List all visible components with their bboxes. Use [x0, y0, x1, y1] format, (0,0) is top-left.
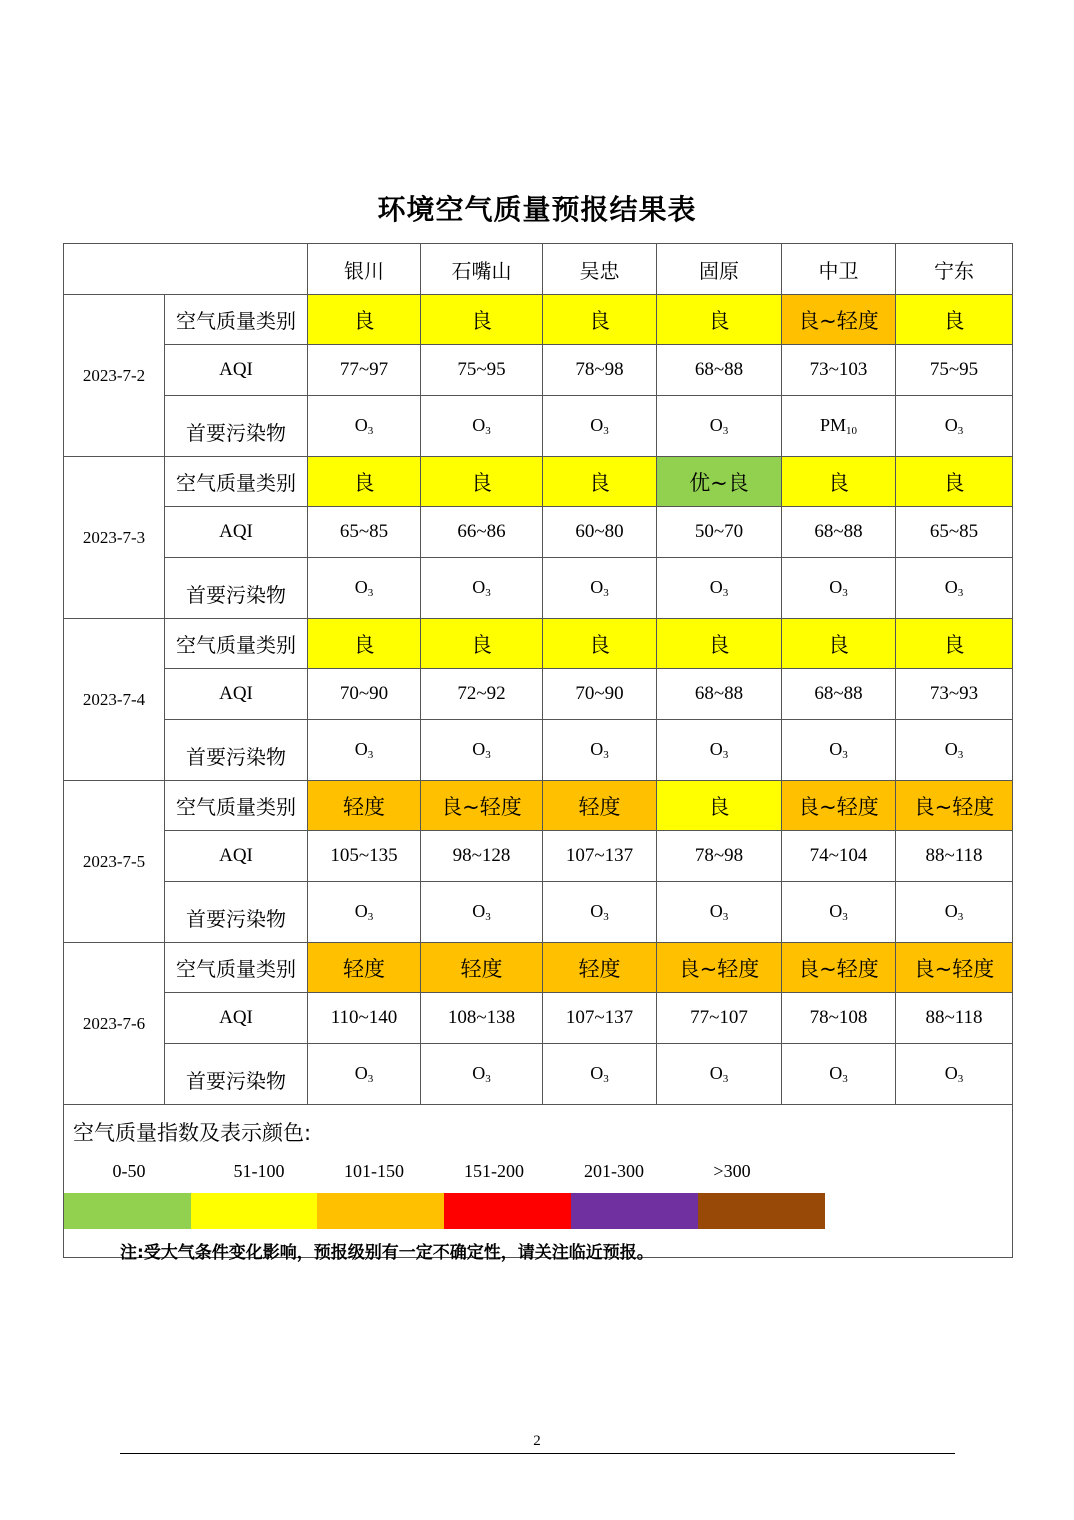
aqi-cell: 108~138 [421, 993, 543, 1044]
pollutant-name: O [472, 739, 486, 759]
category-cell: 良~轻度 [782, 781, 896, 831]
pollutant-subscript: 3 [957, 425, 964, 437]
aqi-cell: 98~128 [421, 831, 543, 882]
pollutant-subscript: 10 [846, 425, 857, 437]
pollutant-cell [657, 720, 782, 781]
pollutant-name: O [709, 901, 723, 921]
category-cell: 良 [543, 295, 657, 345]
category-cell: 良 [896, 457, 1013, 507]
pollutant-subscript: 3 [842, 749, 848, 761]
category-cell: 良 [657, 781, 782, 831]
legend-range-label: >300 [713, 1161, 751, 1181]
date-cell: 2023-7-3 [64, 457, 165, 619]
aqi-row [64, 993, 1013, 1044]
aqi-cell: 77~97 [308, 345, 421, 396]
pollutant-subscript: 3 [722, 425, 729, 437]
pollutant-name: O [354, 901, 368, 921]
pollutant-name: O [354, 415, 368, 435]
aqi-cell: 78~98 [543, 345, 657, 396]
category-row [64, 295, 1013, 345]
pollutant-subscript: 3 [722, 1073, 729, 1085]
aqi-cell: 110~140 [308, 993, 421, 1044]
legend-color-swatch [191, 1193, 318, 1229]
pollutant-cell [421, 396, 543, 457]
row-label-category: 空气质量类别 [165, 295, 308, 345]
category-cell: 良 [308, 457, 421, 507]
aqi-cell: 107~137 [543, 831, 657, 882]
pollutant-cell [657, 558, 782, 619]
pollutant-cell [543, 558, 657, 619]
pollutant-row [64, 882, 1013, 943]
pollutant-name: O [944, 577, 958, 597]
aqi-cell: 68~88 [657, 345, 782, 396]
pollutant-cell [308, 396, 421, 457]
pollutant-cell [896, 1044, 1013, 1105]
aqi-cell: 65~85 [308, 507, 421, 558]
pollutant-cell [896, 882, 1013, 943]
row-label-category: 空气质量类别 [165, 943, 308, 993]
category-cell: 良 [543, 619, 657, 669]
footer-divider [120, 1453, 955, 1454]
legend-range-label: 201-300 [584, 1161, 644, 1181]
category-cell: 良~轻度 [896, 943, 1013, 993]
category-cell: 良~轻度 [782, 943, 896, 993]
footnote: 注:受大气条件变化影响，预报级别有一定不确定性，请关注临近预报。 [120, 1243, 654, 1263]
pollutant-subscript: 3 [722, 749, 729, 761]
category-cell: 轻度 [543, 943, 657, 993]
pollutant-row [64, 1044, 1013, 1105]
pollutant-cell [543, 396, 657, 457]
aqi-cell: 88~118 [896, 831, 1013, 882]
pollutant-name: O [354, 1063, 368, 1083]
city-header: 石嘴山 [421, 244, 543, 295]
category-cell: 轻度 [421, 943, 543, 993]
legend-color-swatch [317, 1193, 444, 1229]
row-label-category: 空气质量类别 [165, 781, 308, 831]
pollutant-cell [657, 396, 782, 457]
aqi-cell: 107~137 [543, 993, 657, 1044]
category-cell: 良 [421, 619, 543, 669]
pollutant-cell [421, 720, 543, 781]
pollutant-cell [657, 882, 782, 943]
date-cell: 2023-7-5 [64, 781, 165, 943]
row-label-pollutant: 首要污染物 [165, 1044, 308, 1105]
pollutant-subscript: 3 [842, 1073, 848, 1085]
category-row [64, 457, 1013, 507]
pollutant-row [64, 720, 1013, 781]
pollutant-name: O [709, 739, 723, 759]
category-cell: 良 [657, 295, 782, 345]
category-cell: 良 [657, 619, 782, 669]
aqi-cell: 72~92 [421, 669, 543, 720]
row-label-aqi: AQI [165, 669, 308, 720]
aqi-cell: 74~104 [782, 831, 896, 882]
row-label-category: 空气质量类别 [165, 619, 308, 669]
category-cell: 优~良 [657, 457, 782, 507]
category-cell: 良 [782, 457, 896, 507]
aqi-cell: 75~95 [896, 345, 1013, 396]
row-label-aqi: AQI [165, 993, 308, 1044]
category-row [64, 781, 1013, 831]
pollutant-name: O [829, 577, 843, 597]
aqi-cell: 78~98 [657, 831, 782, 882]
pollutant-subscript: 3 [485, 749, 491, 761]
city-header: 固原 [657, 244, 782, 295]
city-header: 银川 [308, 244, 421, 295]
pollutant-cell [543, 882, 657, 943]
row-label-aqi: AQI [165, 507, 308, 558]
aqi-cell: 68~88 [782, 507, 896, 558]
legend-color-swatch [571, 1193, 698, 1229]
category-cell: 良~轻度 [896, 781, 1013, 831]
pollutant-cell [308, 1044, 421, 1105]
category-cell: 良 [896, 619, 1013, 669]
pollutant-name: O [829, 1063, 843, 1083]
row-label-pollutant: 首要污染物 [165, 558, 308, 619]
legend-title: 空气质量指数及表示颜色: [73, 1121, 312, 1145]
pollutant-subscript: 3 [603, 425, 609, 437]
aqi-row [64, 831, 1013, 882]
category-cell: 轻度 [308, 943, 421, 993]
category-row [64, 943, 1013, 993]
legend-row [64, 1105, 1013, 1258]
pollutant-subscript: 3 [722, 587, 729, 599]
pollutant-name: O [354, 577, 368, 597]
pollutant-name: PM [819, 415, 846, 435]
aqi-row [64, 507, 1013, 558]
category-cell: 良 [896, 295, 1013, 345]
category-cell: 良 [543, 457, 657, 507]
page-number: 2 [533, 1433, 541, 1449]
legend-range-label: 0-50 [112, 1161, 146, 1181]
legend-color-swatch [64, 1193, 191, 1229]
pollutant-cell [782, 558, 896, 619]
pollutant-subscript: 3 [485, 587, 491, 599]
page-title: 环境空气质量预报结果表 [377, 193, 697, 226]
aqi-cell: 60~80 [543, 507, 657, 558]
pollutant-cell [896, 558, 1013, 619]
row-label-category: 空气质量类别 [165, 457, 308, 507]
pollutant-row [64, 396, 1013, 457]
row-label-aqi: AQI [165, 831, 308, 882]
pollutant-name: O [354, 739, 368, 759]
pollutant-subscript: 3 [957, 587, 964, 599]
pollutant-name: O [944, 1063, 958, 1083]
header-row [64, 244, 1013, 295]
pollutant-name: O [944, 739, 958, 759]
pollutant-subscript: 3 [722, 911, 729, 923]
pollutant-name: O [590, 1063, 604, 1083]
pollutant-subscript: 3 [603, 749, 609, 761]
aqi-row [64, 669, 1013, 720]
legend-color-swatch [444, 1193, 571, 1229]
category-cell: 良 [421, 457, 543, 507]
aqi-cell: 75~95 [421, 345, 543, 396]
category-cell: 良~轻度 [657, 943, 782, 993]
pollutant-subscript: 3 [603, 587, 609, 599]
aqi-row [64, 345, 1013, 396]
pollutant-name: O [472, 577, 486, 597]
pollutant-subscript: 3 [367, 587, 374, 599]
pollutant-name: O [944, 415, 958, 435]
aqi-cell: 88~118 [896, 993, 1013, 1044]
category-cell: 轻度 [543, 781, 657, 831]
pollutant-cell [308, 720, 421, 781]
pollutant-name: O [829, 901, 843, 921]
aqi-cell: 105~135 [308, 831, 421, 882]
date-cell: 2023-7-2 [64, 295, 165, 457]
pollutant-subscript: 3 [957, 911, 964, 923]
row-label-pollutant: 首要污染物 [165, 720, 308, 781]
city-header: 吴忠 [543, 244, 657, 295]
pollutant-name: O [472, 901, 486, 921]
aqi-cell: 78~108 [782, 993, 896, 1044]
pollutant-cell [543, 1044, 657, 1105]
pollutant-cell [782, 396, 896, 457]
pollutant-name: O [709, 415, 723, 435]
pollutant-name: O [472, 1063, 486, 1083]
category-cell: 良 [421, 295, 543, 345]
legend-range-label: 101-150 [344, 1161, 404, 1181]
pollutant-name: O [709, 1063, 723, 1083]
pollutant-cell [657, 1044, 782, 1105]
pollutant-name: O [590, 577, 604, 597]
pollutant-subscript: 3 [485, 1073, 491, 1085]
pollutant-name: O [472, 415, 486, 435]
pollutant-cell [896, 720, 1013, 781]
header-blank-cell [64, 244, 308, 295]
aqi-cell: 73~103 [782, 345, 896, 396]
pollutant-subscript: 3 [367, 749, 374, 761]
pollutant-subscript: 3 [603, 1073, 609, 1085]
legend-range-label: 51-100 [233, 1161, 285, 1181]
category-cell: 良~轻度 [782, 295, 896, 345]
pollutant-subscript: 3 [367, 911, 374, 923]
pollutant-subscript: 3 [367, 1073, 374, 1085]
pollutant-subscript: 3 [957, 1073, 964, 1085]
aqi-cell: 65~85 [896, 507, 1013, 558]
pollutant-subscript: 3 [957, 749, 964, 761]
category-cell: 良 [782, 619, 896, 669]
pollutant-cell [543, 720, 657, 781]
pollutant-cell [308, 882, 421, 943]
pollutant-subscript: 3 [367, 425, 374, 437]
pollutant-cell [421, 1044, 543, 1105]
aqi-cell: 68~88 [657, 669, 782, 720]
category-row [64, 619, 1013, 669]
pollutant-name: O [590, 901, 604, 921]
pollutant-cell [421, 882, 543, 943]
pollutant-name: O [829, 739, 843, 759]
pollutant-name: O [944, 901, 958, 921]
forecast-table [63, 243, 1013, 1258]
pollutant-subscript: 3 [485, 911, 491, 923]
pollutant-cell [896, 396, 1013, 457]
pollutant-cell [308, 558, 421, 619]
city-header: 宁东 [896, 244, 1013, 295]
aqi-cell: 77~107 [657, 993, 782, 1044]
pollutant-subscript: 3 [842, 587, 848, 599]
aqi-cell: 66~86 [421, 507, 543, 558]
date-cell: 2023-7-4 [64, 619, 165, 781]
category-cell: 良 [308, 619, 421, 669]
category-cell: 良 [308, 295, 421, 345]
pollutant-name: O [590, 739, 604, 759]
row-label-pollutant: 首要污染物 [165, 396, 308, 457]
pollutant-subscript: 3 [485, 425, 491, 437]
pollutant-subscript: 3 [603, 911, 609, 923]
pollutant-name: O [709, 577, 723, 597]
pollutant-row [64, 558, 1013, 619]
aqi-cell: 70~90 [543, 669, 657, 720]
pollutant-subscript: 3 [842, 911, 848, 923]
category-cell: 轻度 [308, 781, 421, 831]
row-label-pollutant: 首要污染物 [165, 882, 308, 943]
pollutant-cell [782, 1044, 896, 1105]
aqi-color-legend [64, 1105, 1013, 1258]
legend-range-label: 151-200 [464, 1161, 524, 1181]
aqi-cell: 70~90 [308, 669, 421, 720]
pollutant-name: O [590, 415, 604, 435]
aqi-cell: 73~93 [896, 669, 1013, 720]
pollutant-cell [421, 558, 543, 619]
pollutant-cell [782, 882, 896, 943]
date-cell: 2023-7-6 [64, 943, 165, 1105]
city-header: 中卫 [782, 244, 896, 295]
aqi-cell: 68~88 [782, 669, 896, 720]
pollutant-cell [782, 720, 896, 781]
category-cell: 良~轻度 [421, 781, 543, 831]
aqi-cell: 50~70 [657, 507, 782, 558]
legend-color-swatch [698, 1193, 825, 1229]
row-label-aqi: AQI [165, 345, 308, 396]
